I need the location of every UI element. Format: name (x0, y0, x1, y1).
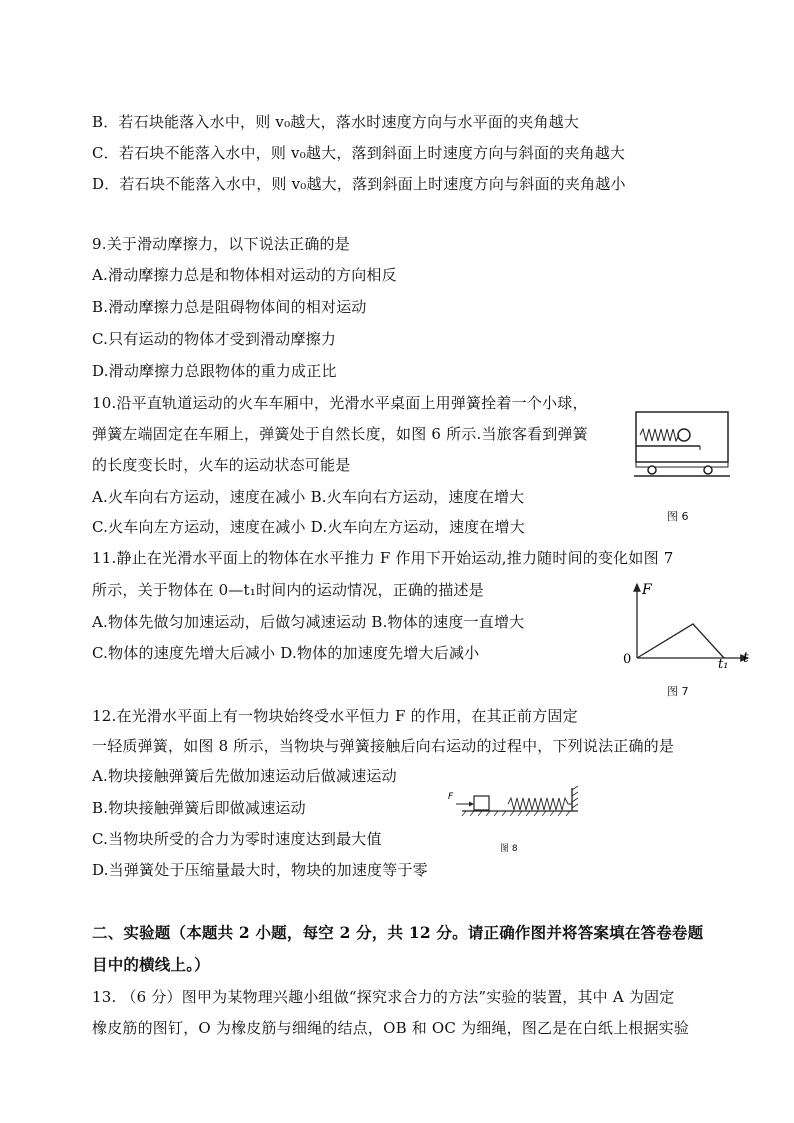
figure-8-block (474, 796, 489, 810)
figure-8-block-spring (444, 786, 584, 820)
section-title-line-1: 二、实验题（本题共 2 小题，每空 2 分，共 12 分。请正确作图并将答案填在答卷卷题 (92, 923, 704, 942)
question-11-options-cd: C.物体的速度先增大后减小 D.物体的加速度先增大后减小 (92, 644, 480, 662)
section-title-line-2: 目中的横线上。） (92, 955, 210, 974)
figure-7-t1-label: t₁ (718, 657, 729, 672)
question-11-options-ab: A.物体先做匀加速运动，后做匀减速运动 B.物体的速度一直增大 (92, 613, 525, 631)
question-10-stem-3: 的长度变长时，火车的运动状态可能是 (92, 456, 351, 474)
figure-6-caption: 图 6 (667, 510, 689, 523)
question-13-line-1: 13. （6 分）图甲为某物理兴趣小组做“探究求合力的方法”实验的装置，其中 A 为固定 (92, 988, 675, 1006)
figure-8-spring (508, 798, 572, 810)
figure-7-force-time-graph (620, 578, 755, 673)
option-9c-line: C．若石块不能落入水中，则 v₀越大，落到斜面上时速度方向与斜面的夹角越大 (92, 144, 626, 162)
question-9-option-b: B.滑动摩擦力总是阻碍物体间的相对运动 (92, 298, 367, 316)
question-9-option-c: C.只有运动的物体才受到滑动摩擦力 (92, 330, 337, 348)
figure-7-x-label: t (743, 650, 749, 666)
figure-7-force-curve (637, 624, 724, 658)
option-9b-line: B．若石块能落入水中，则 v₀越大，落水时速度方向与水平面的夹角越大 (92, 113, 580, 131)
figure-7-origin-label: 0 (623, 652, 632, 667)
question-12-option-a: A.物块接触弹簧后先做加速运动后做减速运动 (92, 767, 397, 785)
question-12-stem-2: 一轻质弹簧，如图 8 所示，当物块与弹簧接触后向右运动的过程中，下列说法正确的是 (92, 737, 675, 755)
figure-7-y-label: F (642, 582, 652, 598)
question-10-options-ab: A.火车向右方运动，速度在减小 B.火车向右方运动，速度在增大 (92, 488, 525, 506)
question-12-option-d: D.当弹簧处于压缩量最大时，物块的加速度等于零 (92, 861, 428, 879)
figure-6-train-car (632, 410, 732, 480)
question-12-stem-1: 12.在光滑水平面上有一物块始终受水平恒力 F 的作用，在其正前方固定 (92, 707, 578, 725)
figure-8-force-label: F (448, 792, 454, 802)
question-9-option-d: D.滑动摩擦力总跟物体的重力成正比 (92, 362, 337, 380)
question-10-stem-2: 弹簧左端固定在车厢上，弹簧处于自然长度，如图 6 所示.当旅客看到弹簧 (92, 425, 588, 443)
figure-8-caption: 图 8 (500, 844, 518, 854)
question-11-stem-1: 11.静止在光滑水平面上的物体在水平推力 F 作用下开始运动,推力随时间的变化如图 7 (92, 549, 674, 567)
question-9-option-a: A.滑动摩擦力总是和物体相对运动的方向相反 (92, 266, 397, 284)
question-12-option-c: C.当物块所受的合力为零时速度达到最大值 (92, 830, 382, 848)
option-9d-line: D．若石块不能落入水中，则 v₀越大，落到斜面上时速度方向与斜面的夹角越小 (92, 175, 626, 193)
question-10-stem-1: 10.沿平直轨道运动的火车车厢中，光滑水平桌面上用弹簧拴着一个小球， (92, 394, 588, 412)
question-9-stem: 9.关于滑动摩擦力，以下说法正确的是 (92, 235, 350, 253)
question-10-options-cd: C.火车向左方运动，速度在减小 D.火车向左方运动，速度在增大 (92, 518, 525, 536)
question-11-stem-2: 所示，关于物体在 0—t₁时间内的运动情况，正确的描述是 (92, 581, 484, 599)
figure-7-caption: 图 7 (667, 685, 689, 698)
question-13-line-2: 橡皮筋的图钉，O 为橡皮筋与细绳的结点，OB 和 OC 为细绳，图乙是在白纸上根据实验 (92, 1019, 690, 1037)
question-12-option-b: B.物块接触弹簧后即做减速运动 (92, 799, 306, 817)
